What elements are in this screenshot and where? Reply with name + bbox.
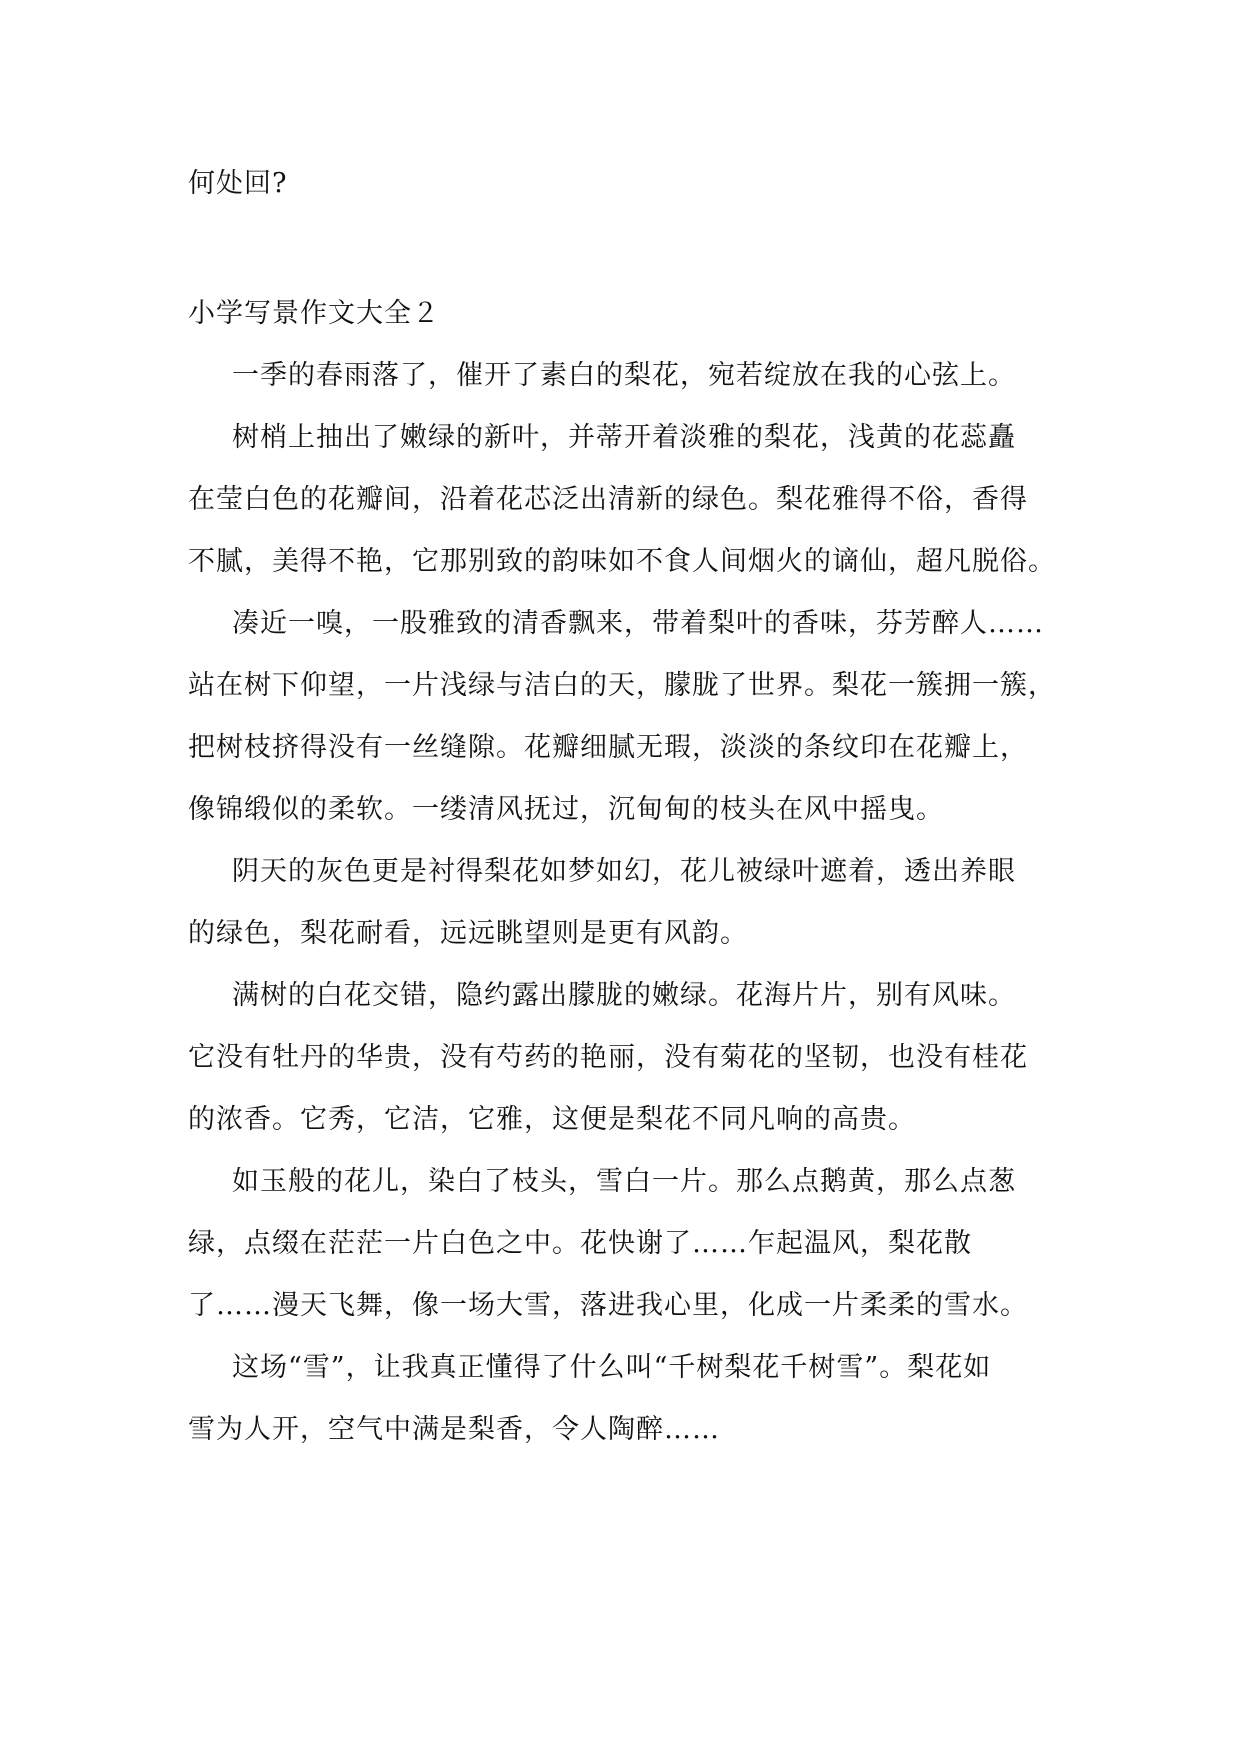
paragraph-7-line-1: 这场“雪”，让我真正懂得了什么叫“千树梨花千树雪”。梨花如: [232, 1352, 992, 1383]
paragraph-1-line-1: 一季的春雨落了，催开了素白的梨花，宛若绽放在我的心弦上。: [232, 360, 1016, 391]
paragraph-6-line-2: 绿，点缀在茫茫一片白色之中。花快谢了……乍起温风，梨花散: [188, 1228, 972, 1259]
paragraph-2-line-1: 树梢上抽出了嫩绿的新叶，并蒂开着淡雅的梨花，浅黄的花蕊矗: [232, 422, 1016, 453]
paragraph-3-line-4: 像锦缎似的柔软。一缕清风抚过，沉甸甸的枝头在风中摇曳。: [188, 794, 944, 825]
paragraph-7-line-2: 雪为人开，空气中满是梨香，令人陶醉……: [188, 1414, 720, 1445]
paragraph-5-line-1: 满树的白花交错，隐约露出朦胧的嫩绿。花海片片，别有风味。: [232, 980, 1016, 1011]
paragraph-6-line-1: 如玉般的花儿，染白了枝头，雪白一片。那么点鹅黄，那么点葱: [232, 1166, 1016, 1197]
paragraph-5-line-3: 的浓香。它秀，它洁，它雅，这便是梨花不同凡响的高贵。: [188, 1104, 916, 1135]
paragraph-6-line-3: 了……漫天飞舞，像一场大雪，落进我心里，化成一片柔柔的雪水。: [188, 1290, 1028, 1321]
paragraph-2-line-2: 在莹白色的花瓣间，沿着花芯泛出清新的绿色。梨花雅得不俗，香得: [188, 484, 1028, 515]
paragraph-4-line-2: 的绿色，梨花耐看，远远眺望则是更有风韵。: [188, 918, 748, 949]
fragment-text: 何处回?: [188, 168, 288, 199]
paragraph-4-line-1: 阴天的灰色更是衬得梨花如梦如幻，花儿被绿叶遮着，透出养眼: [232, 856, 1016, 887]
paragraph-3-line-1: 凑近一嗅，一股雅致的清香飘来，带着梨叶的香味，芬芳醉人……: [232, 608, 1044, 639]
essay-body: [188, 345, 1068, 1461]
paragraph-2-line-3: 不腻，美得不艳，它那别致的韵味如不食人间烟火的谪仙，超凡脱俗。: [188, 546, 1056, 577]
section-title: 小学写景作文大全２: [188, 298, 440, 329]
paragraph-3-line-3: 把树枝挤得没有一丝缝隙。花瓣细腻无瑕，淡淡的条纹印在花瓣上，: [188, 732, 1028, 763]
paragraph-3-line-2: 站在树下仰望，一片浅绿与洁白的天，朦胧了世界。梨花一簇拥一簇，: [188, 670, 1056, 701]
paragraph-5-line-2: 它没有牡丹的华贵，没有芍药的艳丽，没有菊花的坚韧，也没有桂花: [188, 1042, 1028, 1073]
